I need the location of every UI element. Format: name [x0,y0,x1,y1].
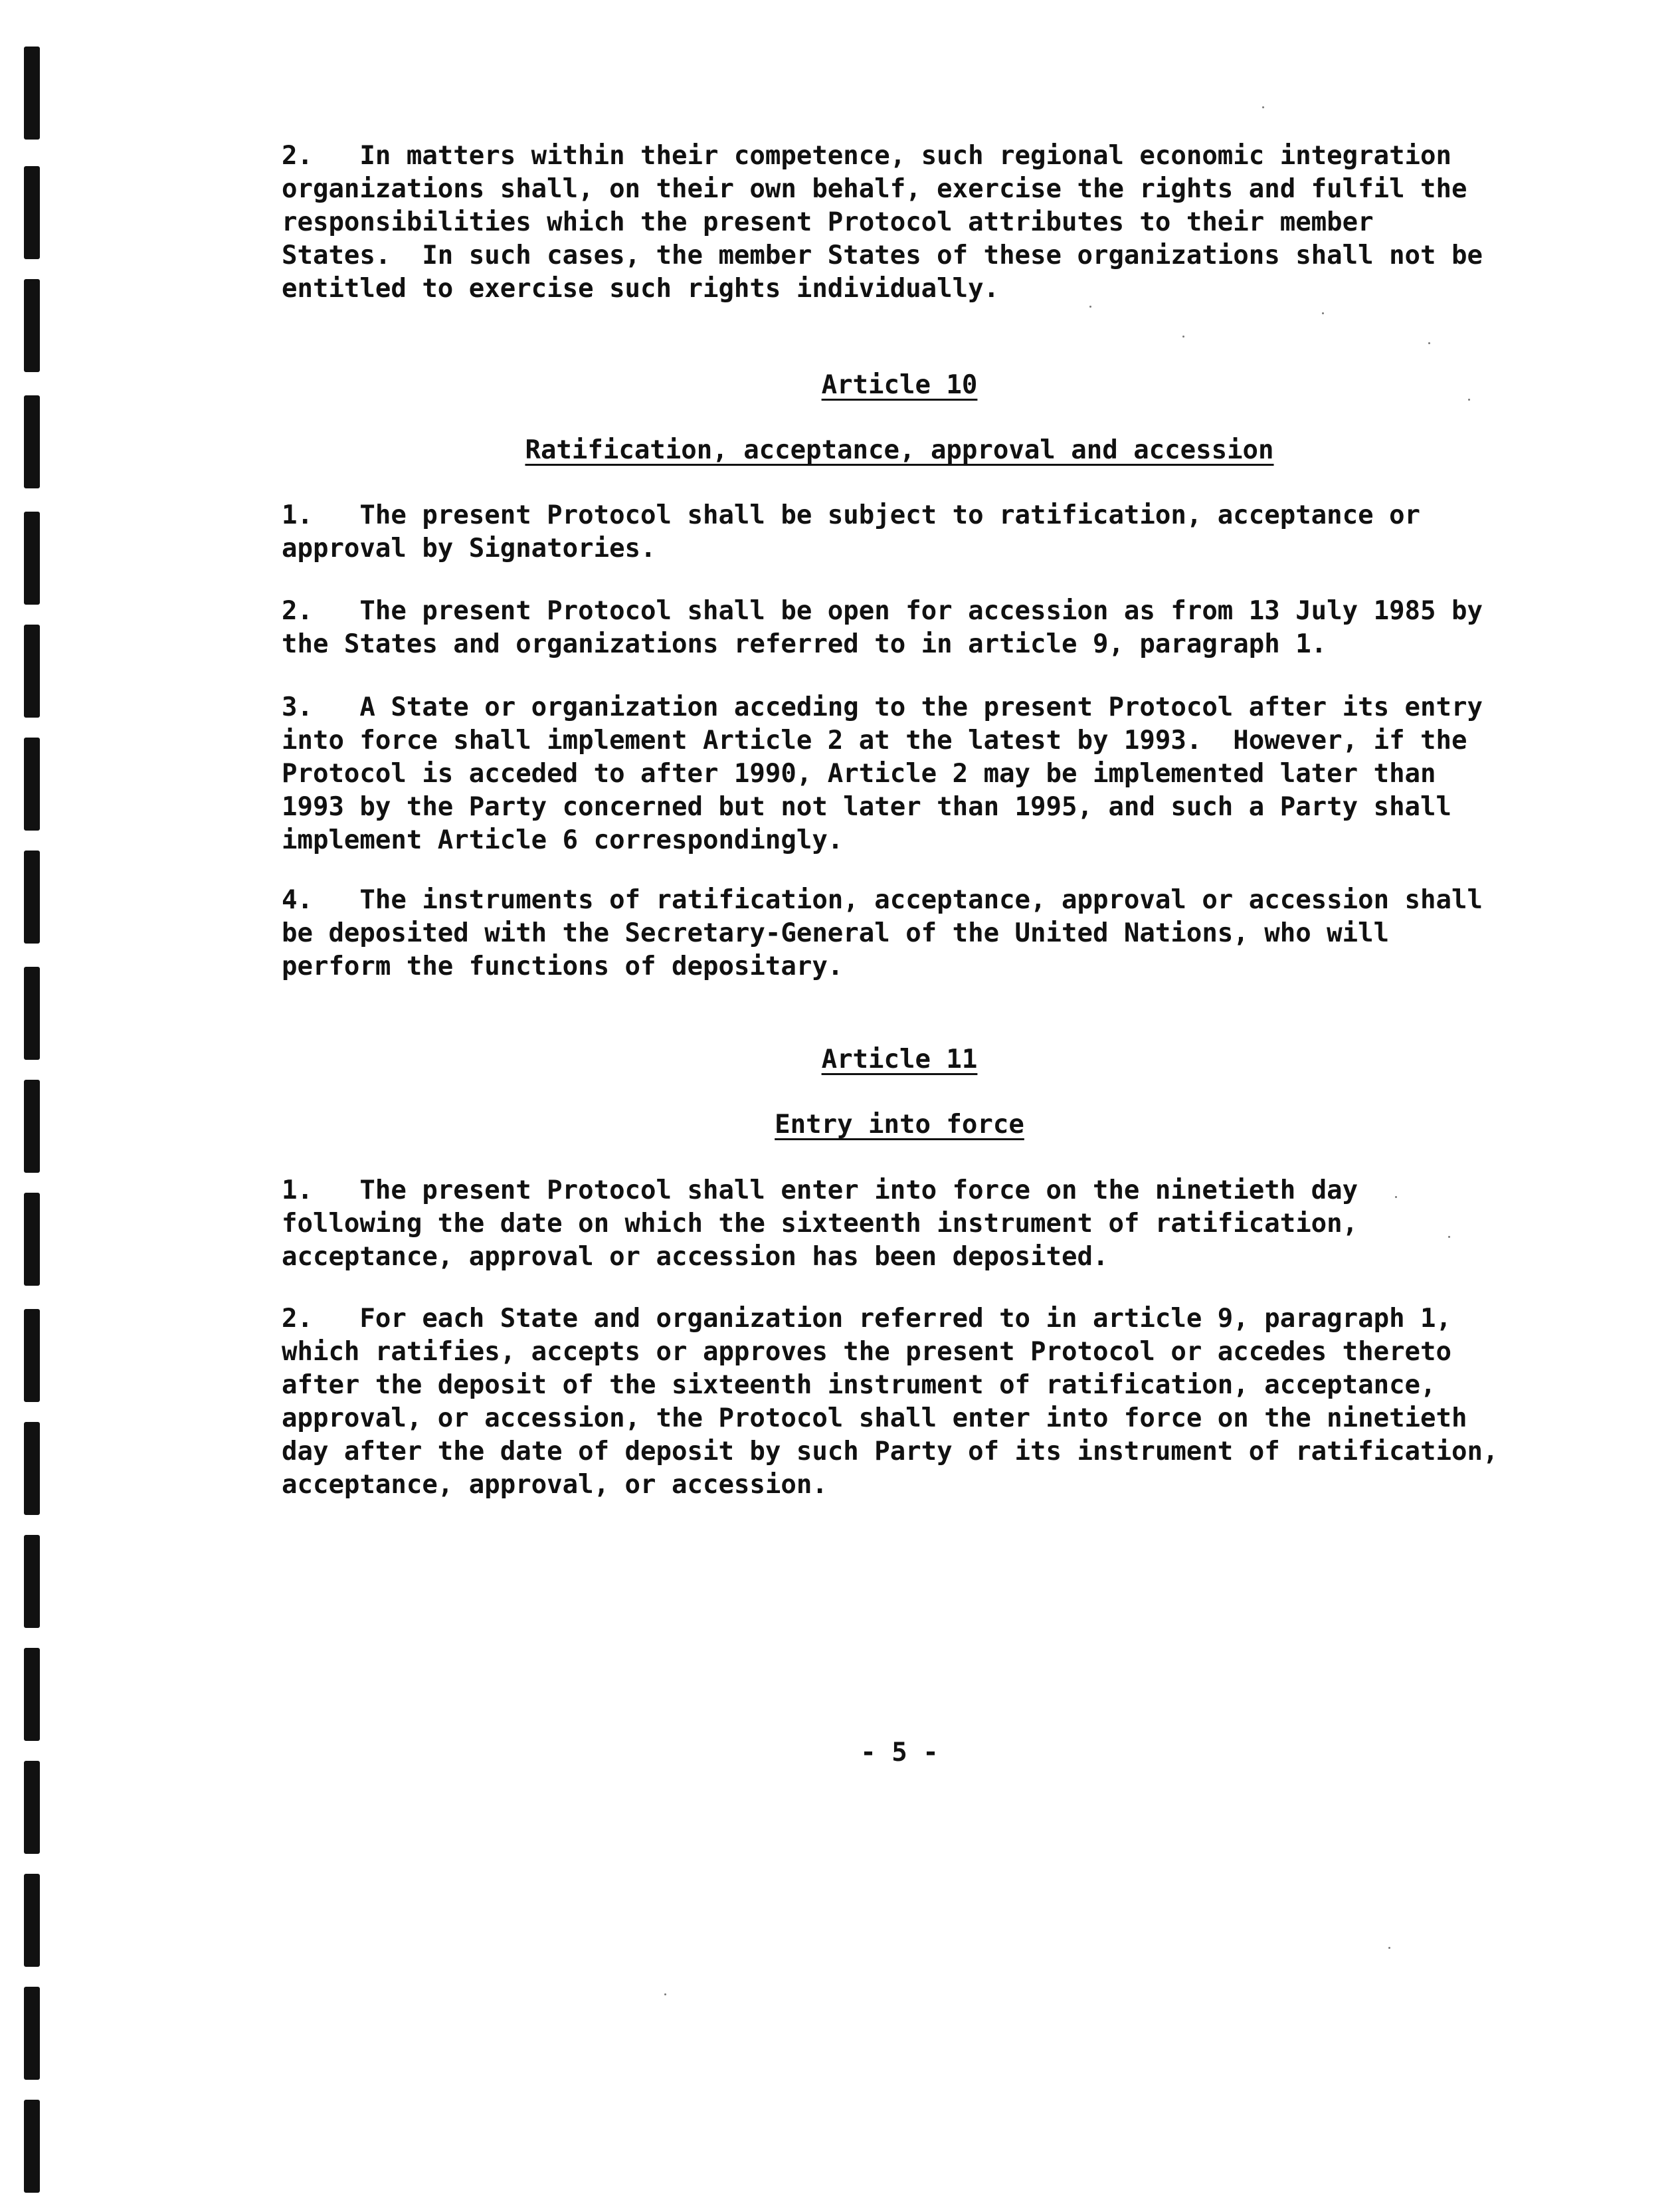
binding-mark [24,512,40,605]
scan-speck [1262,106,1264,108]
binding-mark [24,1987,40,2080]
page-number: - 5 - [860,1738,939,1767]
binding-mark [24,166,40,259]
article-11-subheading: Entry into force [775,1110,1024,1140]
binding-mark [24,395,40,488]
article-10-paragraph-1-block [282,499,1517,565]
scan-speck [1322,312,1324,314]
scan-speck [664,1993,666,1995]
article-10-heading: Article 10 [821,370,978,400]
binding-mark [24,967,40,1060]
article-10-paragraph-3-block [282,691,1517,857]
article-10-paragraph: 3. A State or organization acceding to the present Protocol after its entry into force shall implement Article 2 at the latest by 1993. However, if the Protocol is acceded to after 1990, Article 2 may be implemented later than 1993 by the Party concerned but not later than 1995, and such a Party shall implement Article 6 correspondingly. [282,692,1483,855]
binding-mark [24,1309,40,1402]
binding-mark [24,2100,40,2193]
binding-mark [24,47,40,140]
scan-speck [1182,336,1184,338]
binding-mark [24,1080,40,1173]
article-10-paragraph: 4. The instruments of ratification, acceptance, approval or accession shall be deposited with the Secretary-General of the United Nations, who will perform the functions of depositary. [282,885,1483,981]
binding-mark [24,625,40,718]
article-10-paragraph: 2. The present Protocol shall be open for accession as from 13 July 1985 by the States and organizations referred to in article 9, paragraph 1. [282,596,1483,659]
binding-mark [24,851,40,944]
article-10-subheading: Ratification, acceptance, approval and accession [525,435,1274,465]
intro-paragraph-block [282,140,1517,306]
scan-speck [1388,1947,1390,1949]
scan-speck [1448,1236,1450,1238]
binding-mark [24,1761,40,1854]
binding-mark [24,1422,40,1515]
binding-mark [24,1535,40,1628]
article-10-paragraph-2-block [282,595,1517,661]
binding-mark [24,738,40,831]
scan-speck [1395,1196,1397,1198]
article-11-paragraph-2-block [282,1302,1517,1502]
binding-mark [24,1193,40,1286]
scan-speck [1428,342,1430,344]
intro-paragraph: 2. In matters within their competence, such regional economic integration organizations shall, on their own behalf, exercise the rights and fulfil the responsibilities which the present Protocol attributes to their member States. In such cases, the member States of these organizations shall not be entitled to exercise such rights individually. [282,141,1483,304]
scan-speck [1089,306,1091,308]
article-10-paragraph: 1. The present Protocol shall be subject to ratification, acceptance or approval by Signatories. [282,500,1421,563]
binding-mark [24,1874,40,1967]
binding-mark [24,1648,40,1741]
binding-mark [24,279,40,372]
binding-marks [24,47,44,2206]
article-11-paragraph-1-block [282,1174,1517,1274]
article-11-paragraph: 2. For each State and organization referred to in article 9, paragraph 1, which ratifies, accepts or approves the present Protocol or accedes thereto after the deposit of the sixteenth instrument of ratification, acceptance, approval, or accession, the Protocol shall enter into force on the ninetieth day after the date of deposit by such Party of its instrument of ratification, acceptance, approval, or accession. [282,1304,1499,1500]
article-10-paragraph-4-block [282,884,1517,983]
article-11-heading: Article 11 [821,1045,978,1074]
scan-speck [1468,399,1470,401]
article-11-paragraph: 1. The present Protocol shall enter into force on the ninetieth day following the date on which the sixteenth instrument of ratification, acceptance, approval or accession has been deposited. [282,1175,1358,1272]
